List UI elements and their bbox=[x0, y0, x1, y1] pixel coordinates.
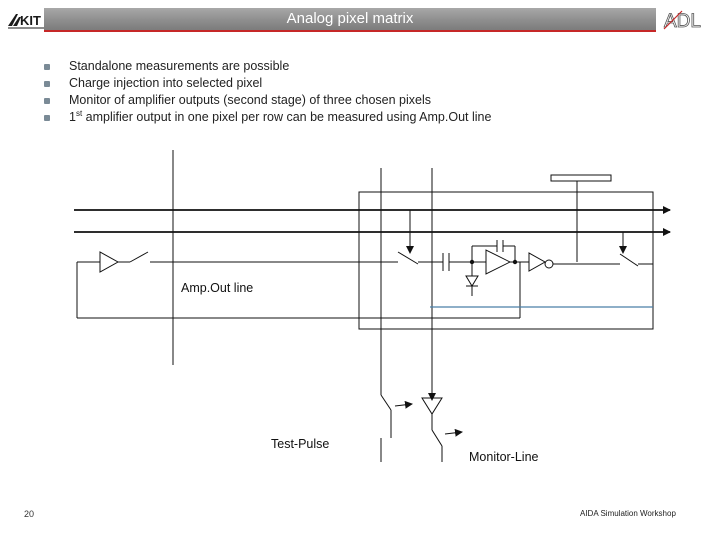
left-pixel-switch-icon bbox=[130, 252, 148, 262]
bullet-prefix: 1 bbox=[69, 110, 76, 124]
bullet-superscript: st bbox=[75, 108, 83, 118]
node-dot bbox=[470, 260, 474, 264]
monitor-line-label: Monitor-Line bbox=[469, 450, 539, 464]
bullet-text: Standalone measurements are possible bbox=[69, 59, 290, 73]
ampout-label: Amp.Out line bbox=[181, 281, 254, 295]
page-title: Analog pixel matrix bbox=[286, 10, 414, 27]
footer-event: AIDA Simulation Workshop bbox=[580, 509, 676, 518]
monitor-buffer-icon bbox=[422, 398, 442, 414]
bullet-text: amplifier output in one pixel per row can be measured using Amp.Out line bbox=[82, 110, 492, 124]
top-bar-component bbox=[551, 175, 611, 181]
pixel-switch-1-icon bbox=[398, 252, 418, 264]
monitor-switch-icon bbox=[432, 430, 442, 446]
bullet-text: Charge injection into selected pixel bbox=[69, 76, 263, 90]
left-pixel-amplifier-icon bbox=[100, 252, 118, 272]
bullet-text: Monitor of amplifier outputs (second stage) of three chosen pixels bbox=[69, 93, 431, 107]
pixel-switch-2-icon bbox=[620, 254, 638, 266]
testpulse-label: Test-Pulse bbox=[271, 437, 330, 451]
inverter-bubble-icon bbox=[545, 260, 553, 268]
preamp-icon bbox=[486, 250, 510, 274]
node-dot bbox=[513, 260, 517, 264]
page-number: 20 bbox=[24, 509, 35, 519]
second-stage-icon bbox=[529, 253, 545, 271]
adl-logo-text: ADL bbox=[664, 11, 701, 32]
diode-icon bbox=[466, 276, 478, 286]
kit-logo-text: KIT bbox=[20, 13, 41, 28]
